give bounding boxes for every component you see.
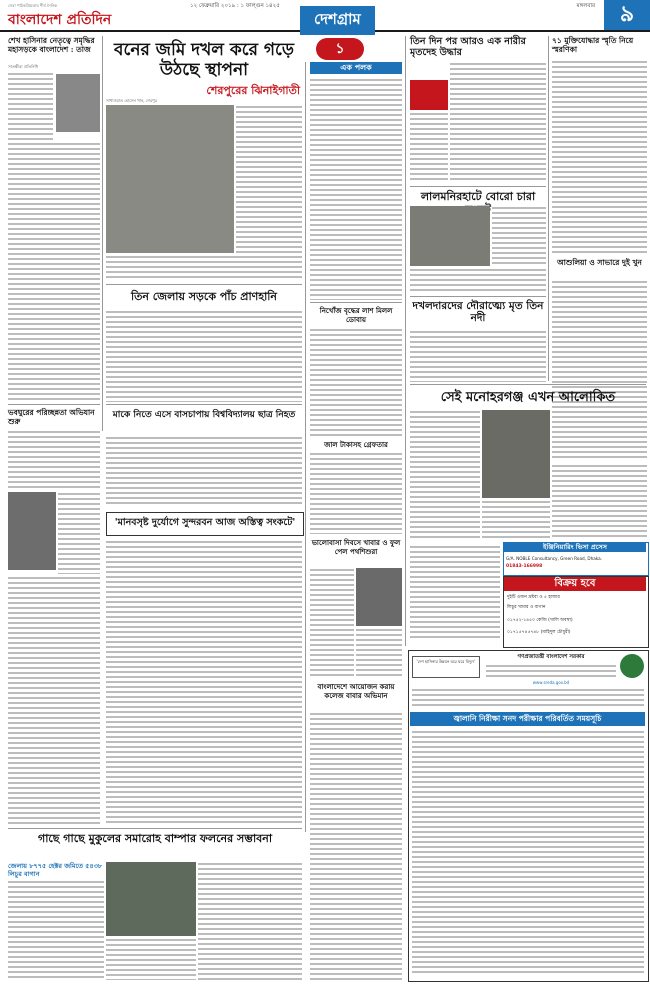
article-text <box>410 410 480 540</box>
ek-palak-title: এক পলক <box>310 62 402 74</box>
logo-tagline: সেরা পাঠকপ্রিয়তায় শীর্ষ দৈনিক <box>8 3 58 8</box>
sale-ad-item: লিচুর খামার ও বাগান <box>507 605 546 610</box>
notice-text <box>412 688 644 708</box>
article-text <box>310 328 402 438</box>
article-text <box>410 112 448 182</box>
mango-photo <box>106 862 196 936</box>
headline-taj: শেখ হাসিনার নেতৃত্বে সমৃদ্ধির মহাসড়কে বাংলাদেশ : তাজ <box>8 36 95 54</box>
column-rule <box>102 36 103 431</box>
article-text <box>356 628 402 678</box>
headline-rivers: দখলদারদের দৌরাত্ম্যে মৃত তিন নদী <box>412 300 544 324</box>
engineering-ad-phone: 01843-166998 <box>506 564 543 569</box>
column-rule <box>305 62 306 832</box>
article-text <box>310 452 402 534</box>
article-text <box>236 105 302 253</box>
news-photo <box>8 492 56 570</box>
article-text <box>8 880 104 980</box>
article-text <box>310 712 402 982</box>
sale-ad-item: দুইটি ওজন দ্রষ্টব্য ও ৫ হাজার <box>507 595 560 600</box>
headline-mangoes: গাছে গাছে মুকুলের সমারোহ বাম্পার ফলনের সম্ভাবনা <box>37 832 273 845</box>
headline-bodies: তিন দিন পর আরও এক নারীর মৃতদেহ উদ্ধার <box>410 36 526 58</box>
article-text <box>552 280 647 460</box>
notice-text <box>486 664 616 678</box>
headline-sunamganj: সেই মনোহরগঞ্জ এখন আলোকিত <box>440 390 616 405</box>
notice-title: জ্বালানি নিরীক্ষা সনদ পরীক্ষার পরিবর্তিত সময়সূচি <box>410 712 645 726</box>
headline-memorial: ৭১ মুক্তিযোদ্ধার স্মৃতি নিয়ে স্মরণিকা <box>552 36 634 54</box>
article-text <box>198 862 302 980</box>
lead-subheadline: শেরপুরের ঝিনাইগাতী <box>206 84 300 97</box>
notice-url: www.sreda.gov.bd <box>532 680 570 685</box>
news-photo <box>482 410 550 498</box>
column-rule <box>548 36 549 381</box>
headline-flag: বাংলাদেশে আয়োজন করায় কলেজ বাবার অভিমান <box>317 682 395 700</box>
article-text <box>552 464 647 540</box>
article-text <box>8 576 100 826</box>
divider <box>410 384 646 385</box>
article-text <box>106 255 302 281</box>
date-line: ১২ ফেব্রুয়ারি ২০১৯ : ১ ফাল্গুন ১৪২৫ <box>190 3 280 9</box>
article-text <box>8 430 100 490</box>
article-text <box>106 938 196 980</box>
section-title: দেশগ্রাম <box>300 6 375 35</box>
article-text <box>58 492 100 574</box>
lead-headline: বনের জমি দখল করে গড়ে উঠছে স্থাপনা <box>114 40 294 80</box>
notice-text <box>412 730 644 976</box>
notice-quote: 'দেশ হাসিনার উন্নয়ন ঘরে ঘরে বিদ্যুৎ' <box>412 656 480 678</box>
headline-student: মাকে নিতে এসে বাসচাপায় বিশ্ববিদ্যালয় ছাত্র নিহত <box>112 410 296 420</box>
article-text <box>106 436 302 506</box>
newspaper-logo: বাংলাদেশ প্রতিদিন <box>8 12 112 28</box>
govt-seal-icon <box>620 654 644 678</box>
article-text <box>106 540 302 824</box>
ek-palak-badge: ১ <box>316 38 364 60</box>
article-text <box>410 545 500 640</box>
article-text <box>450 62 546 182</box>
news-photo <box>410 206 490 266</box>
article-text <box>106 310 302 402</box>
headline-cleanup: ভবঘুরের পরিচ্ছন্নতা অভিযান শুরু <box>8 408 95 426</box>
article-text <box>482 500 550 540</box>
article-text <box>410 268 546 294</box>
headline-missing: নিখোঁজ বৃদ্ধের লাশ মিলল ডোবায় <box>319 306 393 324</box>
divider <box>410 296 546 297</box>
divider <box>310 302 402 303</box>
divider <box>8 828 302 829</box>
article-text <box>492 206 546 266</box>
article-text <box>310 568 354 678</box>
article-text <box>552 60 647 256</box>
sale-ad-title: বিক্রয় হবে <box>504 577 646 591</box>
headline-lichu: জেলায় ৮৭৭৫ হেক্টর জমিতে ৫৪৩৮ লিচুর বাগান <box>8 862 103 878</box>
brief-text <box>310 78 402 300</box>
headline-lalmonirhat: লালমনিরহাটে বোরো চারা <box>420 190 536 203</box>
portrait-photo <box>56 74 100 132</box>
divider <box>106 284 302 285</box>
section-badge <box>410 80 448 110</box>
sale-ad-contact: ০১৭১৫৭৪৫৭৪৮ (মাহিদুল চৌধুরী) <box>507 630 571 635</box>
headline-sundarban: 'মানবসৃষ্ট দুর্যোগে সুন্দরবন আজ অস্তিত্ব সংকটে' <box>114 517 296 528</box>
byline: সাতক্ষীরা প্রতিনিধি <box>8 64 38 69</box>
article-text <box>410 330 546 382</box>
headline-murders: আশুলিয়া ও সাভারে দুই খুন <box>557 258 642 267</box>
lead-photo <box>106 105 234 253</box>
day-label: মঙ্গলবার <box>576 3 595 9</box>
engineering-ad-title: ইঞ্জিনিয়ারিং ভিসা প্রসেস <box>504 543 646 552</box>
byline: সাখাওয়াত হোসেন খান, শেরপুর <box>106 98 157 103</box>
news-photo <box>356 568 402 626</box>
article-text <box>8 142 100 400</box>
sale-ad-contact: ০১৭৫২-১৪৫০ কেজি (খালি অবস্থা) <box>507 618 573 623</box>
divider <box>8 404 100 405</box>
headline-arrested: জাল টাকাসহ গ্রেফতার <box>324 440 388 449</box>
column-rule <box>405 36 406 646</box>
page-number: ৯ <box>604 0 650 30</box>
engineering-ad-company: G/A. NOBLE Consultancy, Green Road, Dhaka. <box>506 556 603 561</box>
headline-valentine: ভালোবাসা দিবসে খাবার ও ফুল পেল পথশিশুরা <box>311 538 401 556</box>
article-text <box>8 72 53 140</box>
divider <box>410 186 546 187</box>
notice-org: গণপ্রজাতন্ত্রী বাংলাদেশ সরকার <box>517 654 585 660</box>
headline-accidents: তিন জেলায় সড়কে পাঁচ প্রাণহানি <box>130 290 278 303</box>
divider <box>106 404 302 405</box>
